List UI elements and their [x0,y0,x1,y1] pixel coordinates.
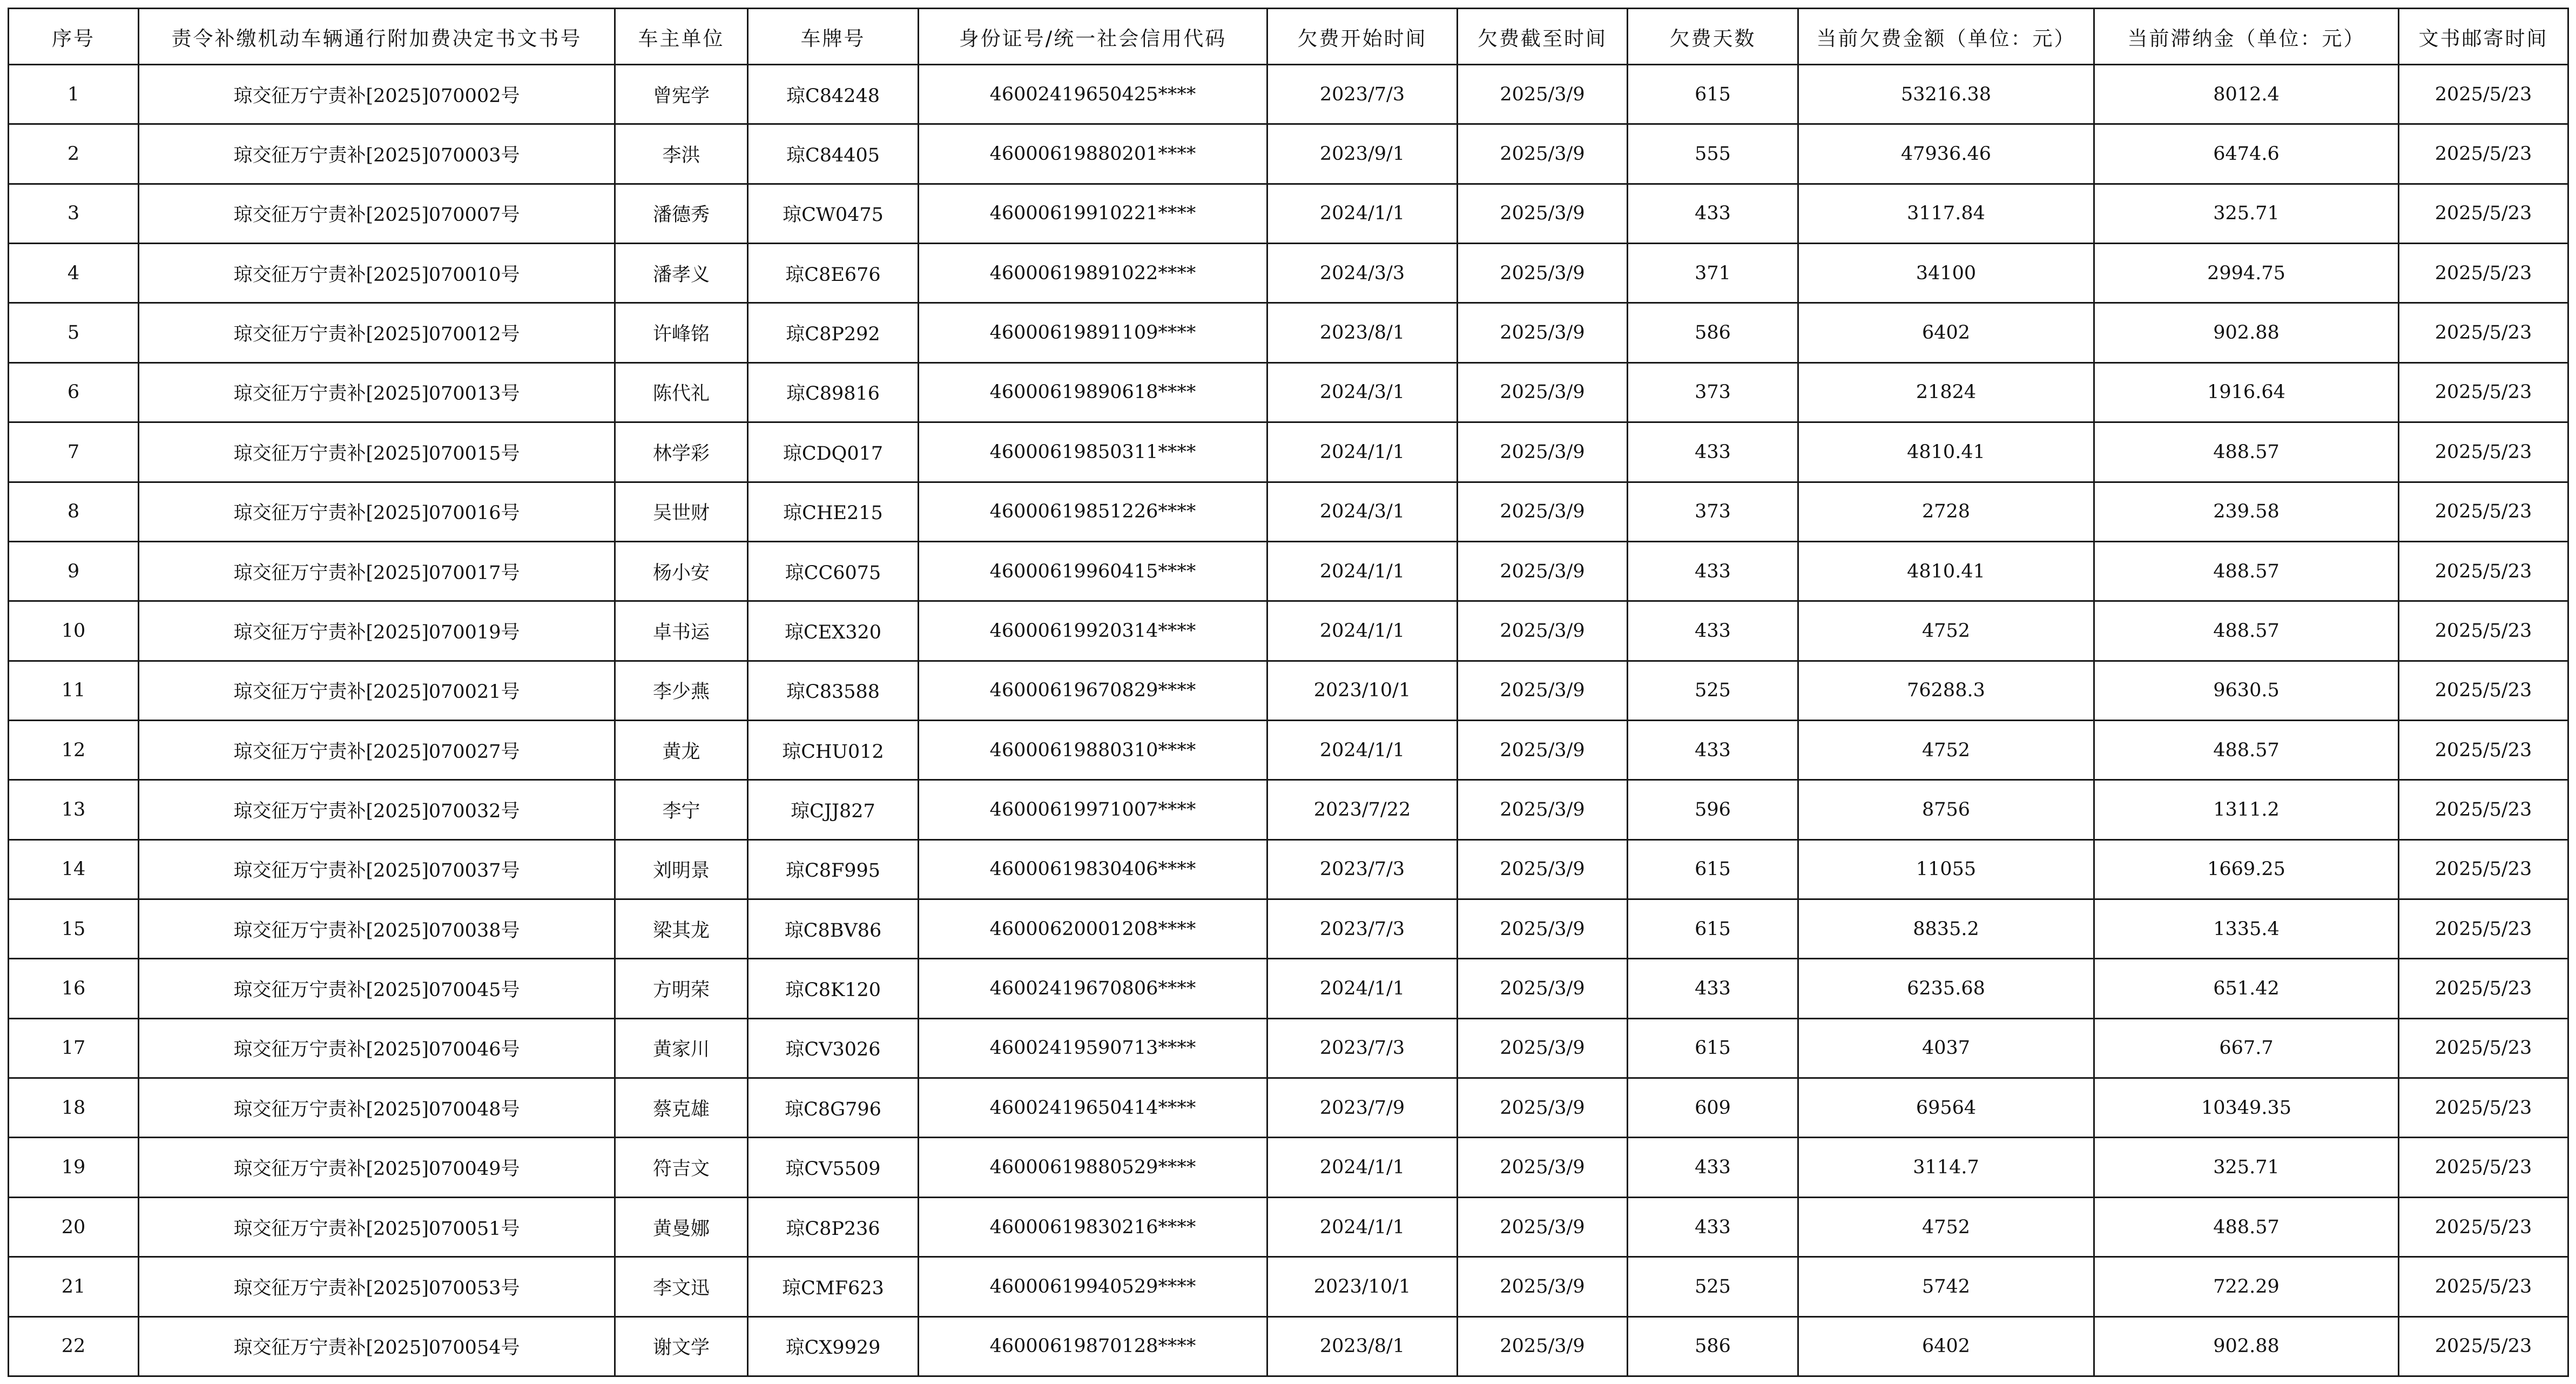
cell-mail-date: 2025/5/23 [2399,422,2568,482]
table-row [9,124,2568,184]
table-row [9,482,2568,541]
cell-id-number: 46000619910221**** [919,184,1267,243]
cell-index: 6 [9,362,139,422]
cell-arrears-end: 2025/3/9 [1458,1078,1628,1138]
cell-arrears-end: 2025/3/9 [1458,1257,1628,1316]
cell-id-number: 46002419650414**** [919,1078,1267,1138]
cell-arrears-amount: 4810.41 [1798,541,2094,601]
cell-id-number: 46000619960415**** [919,541,1267,601]
cell-late-fee: 9630.5 [2094,661,2399,720]
cell-owner: 李少燕 [615,661,748,720]
header-arrears-amount: 当前欠费金额（单位：元） [1798,9,2094,65]
cell-plate-number: 琼CMF623 [748,1257,919,1316]
cell-late-fee: 902.88 [2094,303,2399,362]
cell-mail-date: 2025/5/23 [2399,184,2568,243]
cell-arrears-days: 555 [1628,124,1798,184]
cell-arrears-amount: 53216.38 [1798,65,2094,124]
cell-owner: 符吉文 [615,1138,748,1197]
cell-plate-number: 琼C8F995 [748,839,919,899]
cell-plate-number: 琼CEX320 [748,601,919,661]
cell-arrears-end: 2025/3/9 [1458,65,1628,124]
header-arrears-days: 欠费天数 [1628,9,1798,65]
table-row [9,839,2568,899]
cell-document-number: 琼交征万宁责补[2025]070051号 [139,1197,615,1257]
header-index: 序号 [9,9,139,65]
cell-arrears-end: 2025/3/9 [1458,303,1628,362]
cell-arrears-start: 2024/1/1 [1267,184,1458,243]
cell-index: 19 [9,1138,139,1197]
cell-arrears-end: 2025/3/9 [1458,124,1628,184]
header-arrears-start: 欠费开始时间 [1267,9,1458,65]
cell-mail-date: 2025/5/23 [2399,482,2568,541]
cell-owner: 卓书运 [615,601,748,661]
header-late-fee: 当前滞纳金（单位：元） [2094,9,2399,65]
cell-id-number: 46000619880529**** [919,1138,1267,1197]
cell-mail-date: 2025/5/23 [2399,899,2568,959]
cell-arrears-end: 2025/3/9 [1458,541,1628,601]
table-row [9,720,2568,780]
cell-arrears-start: 2023/7/3 [1267,65,1458,124]
cell-arrears-start: 2024/1/1 [1267,541,1458,601]
cell-arrears-days: 596 [1628,780,1798,839]
cell-arrears-end: 2025/3/9 [1458,839,1628,899]
cell-document-number: 琼交征万宁责补[2025]070013号 [139,362,615,422]
cell-arrears-days: 371 [1628,244,1798,303]
cell-document-number: 琼交征万宁责补[2025]070049号 [139,1138,615,1197]
cell-owner: 方明荣 [615,959,748,1018]
cell-id-number: 46002419650425**** [919,65,1267,124]
cell-arrears-start: 2024/1/1 [1267,422,1458,482]
cell-index: 10 [9,601,139,661]
cell-plate-number: 琼C84248 [748,65,919,124]
cell-document-number: 琼交征万宁责补[2025]070053号 [139,1257,615,1316]
cell-id-number: 46000619880201**** [919,124,1267,184]
cell-late-fee: 651.42 [2094,959,2399,1018]
cell-index: 16 [9,959,139,1018]
cell-owner: 杨小安 [615,541,748,601]
cell-arrears-days: 433 [1628,422,1798,482]
cell-arrears-end: 2025/3/9 [1458,1197,1628,1257]
cell-late-fee: 902.88 [2094,1316,2399,1376]
cell-arrears-days: 373 [1628,362,1798,422]
table-row [9,244,2568,303]
cell-plate-number: 琼C8G796 [748,1078,919,1138]
cell-id-number: 46000620001208**** [919,899,1267,959]
cell-mail-date: 2025/5/23 [2399,1078,2568,1138]
cell-plate-number: 琼CJJ827 [748,780,919,839]
cell-owner: 黄曼娜 [615,1197,748,1257]
cell-late-fee: 6474.6 [2094,124,2399,184]
cell-arrears-end: 2025/3/9 [1458,244,1628,303]
cell-index: 7 [9,422,139,482]
cell-late-fee: 667.7 [2094,1018,2399,1078]
cell-arrears-amount: 2728 [1798,482,2094,541]
cell-mail-date: 2025/5/23 [2399,1018,2568,1078]
cell-id-number: 46000619880310**** [919,720,1267,780]
cell-arrears-amount: 69564 [1798,1078,2094,1138]
cell-plate-number: 琼CX9929 [748,1316,919,1376]
cell-mail-date: 2025/5/23 [2399,720,2568,780]
cell-plate-number: 琼C8K120 [748,959,919,1018]
table-row [9,661,2568,720]
cell-arrears-days: 433 [1628,601,1798,661]
cell-late-fee: 488.57 [2094,541,2399,601]
table-body [9,65,2568,1376]
table-row [9,1257,2568,1316]
cell-owner: 潘孝义 [615,244,748,303]
cell-arrears-start: 2023/7/3 [1267,839,1458,899]
cell-arrears-days: 433 [1628,959,1798,1018]
cell-mail-date: 2025/5/23 [2399,1197,2568,1257]
cell-arrears-start: 2023/8/1 [1267,1316,1458,1376]
cell-id-number: 46000619940529**** [919,1257,1267,1316]
cell-document-number: 琼交征万宁责补[2025]070021号 [139,661,615,720]
cell-arrears-days: 433 [1628,184,1798,243]
cell-plate-number: 琼CDQ017 [748,422,919,482]
cell-index: 14 [9,839,139,899]
cell-owner: 李宁 [615,780,748,839]
cell-arrears-start: 2024/1/1 [1267,1138,1458,1197]
cell-owner: 梁其龙 [615,899,748,959]
cell-document-number: 琼交征万宁责补[2025]070027号 [139,720,615,780]
table-row [9,780,2568,839]
cell-owner: 李洪 [615,124,748,184]
cell-id-number: 46000619920314**** [919,601,1267,661]
cell-arrears-end: 2025/3/9 [1458,482,1628,541]
cell-arrears-end: 2025/3/9 [1458,362,1628,422]
cell-late-fee: 10349.35 [2094,1078,2399,1138]
cell-document-number: 琼交征万宁责补[2025]070054号 [139,1316,615,1376]
cell-index: 11 [9,661,139,720]
cell-arrears-end: 2025/3/9 [1458,780,1628,839]
cell-id-number: 46000619971007**** [919,780,1267,839]
cell-arrears-start: 2024/1/1 [1267,720,1458,780]
cell-id-number: 46000619830216**** [919,1197,1267,1257]
cell-index: 22 [9,1316,139,1376]
cell-plate-number: 琼CV3026 [748,1018,919,1078]
cell-mail-date: 2025/5/23 [2399,839,2568,899]
cell-owner: 黄龙 [615,720,748,780]
cell-arrears-amount: 3114.7 [1798,1138,2094,1197]
cell-arrears-days: 433 [1628,1138,1798,1197]
cell-arrears-start: 2024/3/3 [1267,244,1458,303]
cell-index: 12 [9,720,139,780]
cell-late-fee: 325.71 [2094,1138,2399,1197]
cell-arrears-start: 2024/3/1 [1267,482,1458,541]
cell-late-fee: 1311.2 [2094,780,2399,839]
cell-owner: 曾宪学 [615,65,748,124]
cell-plate-number: 琼CV5509 [748,1138,919,1197]
table-row [9,1316,2568,1376]
cell-arrears-start: 2023/7/3 [1267,899,1458,959]
header-id-number: 身份证号/统一社会信用代码 [919,9,1267,65]
cell-plate-number: 琼C83588 [748,661,919,720]
cell-late-fee: 325.71 [2094,184,2399,243]
cell-arrears-amount: 8835.2 [1798,899,2094,959]
cell-document-number: 琼交征万宁责补[2025]070002号 [139,65,615,124]
cell-document-number: 琼交征万宁责补[2025]070032号 [139,780,615,839]
cell-document-number: 琼交征万宁责补[2025]070016号 [139,482,615,541]
cell-late-fee: 722.29 [2094,1257,2399,1316]
cell-arrears-days: 433 [1628,1197,1798,1257]
cell-owner: 刘明景 [615,839,748,899]
table-row [9,1197,2568,1257]
cell-index: 20 [9,1197,139,1257]
cell-arrears-amount: 4752 [1798,1197,2094,1257]
cell-arrears-days: 433 [1628,541,1798,601]
cell-index: 2 [9,124,139,184]
cell-arrears-end: 2025/3/9 [1458,601,1628,661]
cell-id-number: 46000619891022**** [919,244,1267,303]
cell-late-fee: 488.57 [2094,720,2399,780]
cell-late-fee: 1335.4 [2094,899,2399,959]
cell-arrears-start: 2024/1/1 [1267,1197,1458,1257]
cell-mail-date: 2025/5/23 [2399,541,2568,601]
cell-document-number: 琼交征万宁责补[2025]070046号 [139,1018,615,1078]
cell-arrears-start: 2023/7/9 [1267,1078,1458,1138]
cell-arrears-amount: 76288.3 [1798,661,2094,720]
cell-mail-date: 2025/5/23 [2399,303,2568,362]
cell-late-fee: 488.57 [2094,601,2399,661]
header-owner: 车主单位 [615,9,748,65]
cell-document-number: 琼交征万宁责补[2025]070037号 [139,839,615,899]
cell-arrears-days: 586 [1628,1316,1798,1376]
cell-plate-number: 琼C89816 [748,362,919,422]
cell-id-number: 46000619851226**** [919,482,1267,541]
cell-index: 17 [9,1018,139,1078]
cell-arrears-days: 615 [1628,1018,1798,1078]
cell-id-number: 46000619670829**** [919,661,1267,720]
header-plate-number: 车牌号 [748,9,919,65]
cell-document-number: 琼交征万宁责补[2025]070017号 [139,541,615,601]
cell-owner: 李文迅 [615,1257,748,1316]
cell-arrears-days: 615 [1628,65,1798,124]
cell-id-number: 46000619870128**** [919,1316,1267,1376]
cell-plate-number: 琼CHE215 [748,482,919,541]
cell-id-number: 46000619891109**** [919,303,1267,362]
table-row [9,601,2568,661]
cell-index: 8 [9,482,139,541]
cell-index: 21 [9,1257,139,1316]
cell-arrears-start: 2023/7/3 [1267,1018,1458,1078]
cell-arrears-amount: 4037 [1798,1018,2094,1078]
cell-late-fee: 488.57 [2094,422,2399,482]
cell-owner: 潘德秀 [615,184,748,243]
table-row [9,422,2568,482]
cell-arrears-days: 433 [1628,720,1798,780]
cell-document-number: 琼交征万宁责补[2025]070015号 [139,422,615,482]
cell-arrears-amount: 5742 [1798,1257,2094,1316]
cell-mail-date: 2025/5/23 [2399,65,2568,124]
cell-id-number: 46002419590713**** [919,1018,1267,1078]
cell-owner: 蔡克雄 [615,1078,748,1138]
cell-late-fee: 2994.75 [2094,244,2399,303]
cell-arrears-end: 2025/3/9 [1458,899,1628,959]
table-row [9,541,2568,601]
cell-late-fee: 8012.4 [2094,65,2399,124]
table-row [9,362,2568,422]
cell-arrears-days: 615 [1628,899,1798,959]
cell-plate-number: 琼CW0475 [748,184,919,243]
cell-arrears-amount: 4752 [1798,601,2094,661]
table-row [9,959,2568,1018]
cell-arrears-amount: 8756 [1798,780,2094,839]
cell-arrears-amount: 6402 [1798,303,2094,362]
cell-plate-number: 琼C8BV86 [748,899,919,959]
cell-document-number: 琼交征万宁责补[2025]070019号 [139,601,615,661]
cell-index: 13 [9,780,139,839]
cell-id-number: 46002419670806**** [919,959,1267,1018]
header-mail-date: 文书邮寄时间 [2399,9,2568,65]
cell-arrears-amount: 21824 [1798,362,2094,422]
table-row [9,1138,2568,1197]
cell-index: 18 [9,1078,139,1138]
cell-document-number: 琼交征万宁责补[2025]070045号 [139,959,615,1018]
cell-arrears-days: 615 [1628,839,1798,899]
cell-arrears-amount: 6402 [1798,1316,2094,1376]
cell-arrears-start: 2023/8/1 [1267,303,1458,362]
cell-owner: 谢文学 [615,1316,748,1376]
cell-arrears-end: 2025/3/9 [1458,1018,1628,1078]
cell-mail-date: 2025/5/23 [2399,959,2568,1018]
table-row [9,1018,2568,1078]
cell-late-fee: 1669.25 [2094,839,2399,899]
table-row [9,1078,2568,1138]
cell-mail-date: 2025/5/23 [2399,244,2568,303]
cell-index: 4 [9,244,139,303]
cell-arrears-end: 2025/3/9 [1458,959,1628,1018]
cell-late-fee: 488.57 [2094,1197,2399,1257]
cell-arrears-days: 525 [1628,661,1798,720]
table-row [9,899,2568,959]
cell-mail-date: 2025/5/23 [2399,1316,2568,1376]
cell-arrears-start: 2024/3/1 [1267,362,1458,422]
cell-mail-date: 2025/5/23 [2399,1257,2568,1316]
cell-owner: 许峰铭 [615,303,748,362]
cell-document-number: 琼交征万宁责补[2025]070010号 [139,244,615,303]
header-row [9,9,2568,65]
table-row [9,184,2568,243]
cell-arrears-days: 373 [1628,482,1798,541]
cell-arrears-end: 2025/3/9 [1458,184,1628,243]
cell-arrears-days: 586 [1628,303,1798,362]
cell-document-number: 琼交征万宁责补[2025]070012号 [139,303,615,362]
cell-arrears-start: 2023/9/1 [1267,124,1458,184]
cell-index: 9 [9,541,139,601]
cell-arrears-amount: 4810.41 [1798,422,2094,482]
cell-mail-date: 2025/5/23 [2399,661,2568,720]
cell-arrears-amount: 34100 [1798,244,2094,303]
cell-arrears-amount: 11055 [1798,839,2094,899]
cell-id-number: 46000619830406**** [919,839,1267,899]
arrears-table [8,8,2569,1377]
table-row [9,303,2568,362]
cell-arrears-amount: 47936.46 [1798,124,2094,184]
cell-mail-date: 2025/5/23 [2399,362,2568,422]
cell-arrears-days: 609 [1628,1078,1798,1138]
cell-arrears-end: 2025/3/9 [1458,422,1628,482]
cell-owner: 黄家川 [615,1018,748,1078]
cell-plate-number: 琼C8E676 [748,244,919,303]
cell-plate-number: 琼C8P292 [748,303,919,362]
cell-plate-number: 琼CC6075 [748,541,919,601]
cell-mail-date: 2025/5/23 [2399,1138,2568,1197]
cell-arrears-end: 2025/3/9 [1458,720,1628,780]
cell-arrears-start: 2024/1/1 [1267,959,1458,1018]
cell-index: 5 [9,303,139,362]
cell-arrears-days: 525 [1628,1257,1798,1316]
cell-late-fee: 1916.64 [2094,362,2399,422]
cell-plate-number: 琼C8P236 [748,1197,919,1257]
cell-owner: 陈代礼 [615,362,748,422]
cell-arrears-amount: 4752 [1798,720,2094,780]
cell-index: 1 [9,65,139,124]
cell-owner: 林学彩 [615,422,748,482]
cell-arrears-start: 2024/1/1 [1267,601,1458,661]
header-document-number: 责令补缴机动车辆通行附加费决定书文书号 [139,9,615,65]
table-row [9,65,2568,124]
cell-mail-date: 2025/5/23 [2399,780,2568,839]
cell-arrears-start: 2023/10/1 [1267,661,1458,720]
cell-mail-date: 2025/5/23 [2399,124,2568,184]
cell-id-number: 46000619850311**** [919,422,1267,482]
cell-document-number: 琼交征万宁责补[2025]070048号 [139,1078,615,1138]
cell-mail-date: 2025/5/23 [2399,601,2568,661]
cell-arrears-end: 2025/3/9 [1458,1138,1628,1197]
cell-document-number: 琼交征万宁责补[2025]070007号 [139,184,615,243]
cell-plate-number: 琼CHU012 [748,720,919,780]
cell-arrears-amount: 6235.68 [1798,959,2094,1018]
cell-arrears-start: 2023/7/22 [1267,780,1458,839]
cell-document-number: 琼交征万宁责补[2025]070038号 [139,899,615,959]
header-arrears-end: 欠费截至时间 [1458,9,1628,65]
cell-owner: 吴世财 [615,482,748,541]
cell-index: 3 [9,184,139,243]
cell-document-number: 琼交征万宁责补[2025]070003号 [139,124,615,184]
cell-arrears-amount: 3117.84 [1798,184,2094,243]
cell-index: 15 [9,899,139,959]
cell-late-fee: 239.58 [2094,482,2399,541]
cell-arrears-start: 2023/10/1 [1267,1257,1458,1316]
cell-arrears-end: 2025/3/9 [1458,661,1628,720]
cell-plate-number: 琼C84405 [748,124,919,184]
cell-id-number: 46000619890618**** [919,362,1267,422]
cell-arrears-end: 2025/3/9 [1458,1316,1628,1376]
